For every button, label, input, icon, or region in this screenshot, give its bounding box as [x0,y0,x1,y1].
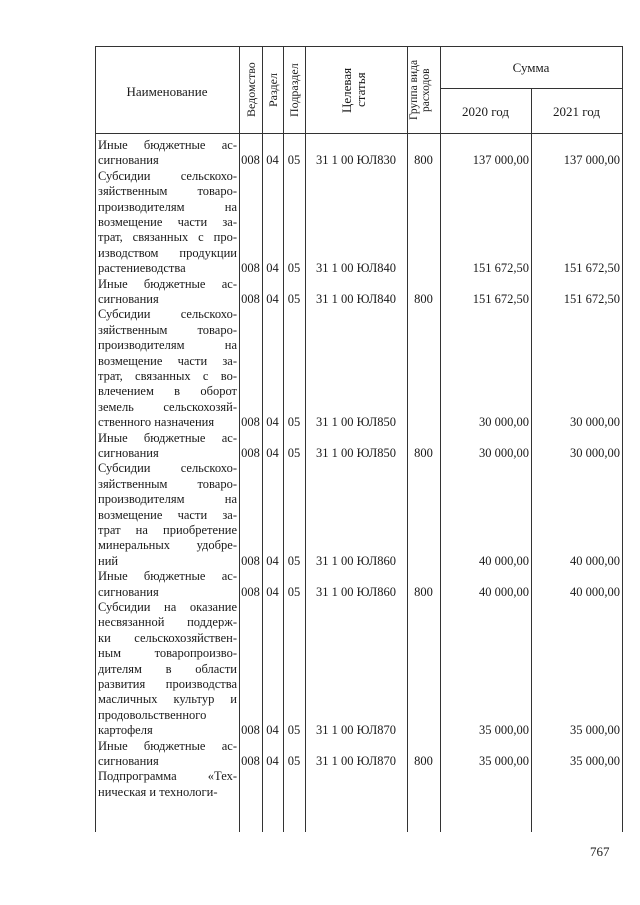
header-summa: Сумма [512,60,550,75]
row-name-line: несвязанной поддерж- [98,615,237,630]
cell-ved: 008 [241,446,260,460]
cell-cel: 31 1 00 ЮЛ870 [315,754,397,768]
header-2021: 2021 год [553,104,600,119]
row-name-line: Субсидии сельскохо- [98,461,237,476]
col-border [622,46,623,832]
cell-grp: 800 [414,754,433,768]
cell-s2020: 35 000,00 [479,723,529,738]
row-name-line: сигнования [98,754,159,768]
row-name [98,431,237,462]
cell-ved: 008 [241,584,260,599]
cell-s2021: 151 672,50 [563,261,620,276]
row-name-line: минеральных удобре- [98,538,237,553]
cell-s2021: 30 000,00 [570,415,620,430]
cell-ved: 008 [241,754,260,768]
cell-cel: 31 1 00 ЮЛ840 [315,261,397,276]
row-name-line: изводством продукции [98,245,237,260]
cell-s2020: 151 672,50 [472,261,529,276]
row-name-line: Подпрограмма «Тех- [98,769,237,784]
header-razdel: Раздел [266,73,280,107]
cell-pod: 05 [287,415,301,430]
header-vedomstvo: Ведомство [244,62,258,118]
cell-cel: 31 1 00 ЮЛ840 [315,292,397,306]
cell-raz: 04 [266,261,279,276]
cell-cel: 31 1 00 ЮЛ850 [315,446,397,460]
row-name-line: сигнования [98,292,159,306]
row-name-line: Иные бюджетные ас- [98,138,237,152]
budget-table [95,46,622,832]
cell-ved: 008 [241,261,260,276]
row-name-line: производителям на [98,338,237,353]
cell-s2021: 137 000,00 [563,153,620,168]
cell-pod: 05 [287,754,301,768]
row-name-line: сигнования [98,584,159,599]
cell-cel: 31 1 00 ЮЛ850 [315,415,397,430]
row-name-line: продовольственного [98,707,207,722]
row-name-line: производителям на [98,199,237,214]
cell-s2021: 40 000,00 [570,553,620,568]
cell-s2021: 40 000,00 [570,584,620,599]
row-name [98,769,237,800]
cell-s2020: 137 000,00 [472,153,529,168]
cell-s2020: 30 000,00 [479,446,529,460]
row-name-line: производителям на [98,492,237,507]
row-name [98,169,237,277]
cell-s2021: 30 000,00 [570,446,620,460]
cell-pod: 05 [287,723,301,738]
cell-pod: 05 [287,292,301,306]
cell-pod: 05 [287,153,301,168]
cell-s2021: 35 000,00 [570,754,620,768]
row-name [98,461,237,569]
cell-s2021: 151 672,50 [563,292,620,306]
cell-grp: 800 [414,584,433,599]
cell-raz: 04 [266,153,279,168]
cell-pod: 05 [287,261,301,276]
cell-raz: 04 [266,553,279,568]
row-name-line: масличных культур и [98,692,237,707]
row-name-line: зяйственным товаро- [98,476,237,491]
row-name-line: зяйственным товаро- [98,184,237,199]
cell-raz: 04 [266,446,279,460]
cell-grp: 800 [414,153,433,168]
row-name-line: возмещение части за- [98,353,237,368]
header-name: Наименование [126,84,208,99]
cell-s2020: 35 000,00 [479,754,529,768]
row-name [98,277,237,308]
row-name [98,739,237,770]
col-border [95,46,96,832]
cell-raz: 04 [266,723,279,738]
cell-pod: 05 [287,584,301,599]
row-name-line: Иные бюджетные ас- [98,738,237,753]
cell-raz: 04 [266,754,279,768]
row-name-line: трат на приобретение [98,523,237,538]
cell-raz: 04 [266,584,279,599]
row-name-line: Субсидии на оказание [98,600,237,614]
row-name-line: сигнования [98,153,159,168]
cell-ved: 008 [241,292,260,306]
cell-grp: 800 [414,446,433,460]
row-name-line: трат, связанных с во- [98,369,237,384]
row-name-line: Иные бюджетные ас- [98,276,237,291]
cell-cel: 31 1 00 ЮЛ860 [315,584,397,599]
header-gruppa: Группа вида расходов [408,59,432,121]
row-name-line: ным товаропроизво- [98,646,237,661]
row-name [98,307,237,430]
header-bottom-border [95,133,622,134]
row-name-line: сигнования [98,446,159,460]
row-name-line: растениеводства [98,261,186,276]
cell-cel: 31 1 00 ЮЛ870 [315,723,397,738]
cell-s2020: 40 000,00 [479,584,529,599]
cell-raz: 04 [266,292,279,306]
cell-grp: 800 [414,292,433,306]
cell-s2020: 151 672,50 [472,292,529,306]
row-name-line: возмещение части за- [98,215,237,230]
row-name-line: Субсидии сельскохо- [98,307,237,322]
row-name-line: ний [98,553,119,568]
row-name-line: ническая и технологи- [98,784,218,799]
cell-s2021: 35 000,00 [570,723,620,738]
table-top-border [95,46,622,47]
row-name-line: Субсидии сельскохо- [98,168,237,183]
header-podrazdel: Подраздел [287,63,301,117]
cell-s2020: 30 000,00 [479,415,529,430]
cell-ved: 008 [241,415,260,430]
row-name-line: трат, связанных с про- [98,230,237,245]
row-name-line: земель сельскохозяй- [98,399,237,414]
cell-s2020: 40 000,00 [479,553,529,568]
row-name-line: Иные бюджетные ас- [98,569,237,584]
cell-pod: 05 [287,553,301,568]
header-celevaya: Целевая статья [339,67,368,113]
row-name-line: развития производства [98,677,237,692]
row-name [98,600,237,739]
row-name [98,569,237,600]
cell-cel: 31 1 00 ЮЛ860 [315,553,397,568]
page-number: 767 [590,844,610,859]
row-name-line: зяйственным товаро- [98,322,237,337]
cell-ved: 008 [241,553,260,568]
cell-pod: 05 [287,446,301,460]
row-name-line: дителям в области [98,661,237,676]
cell-raz: 04 [266,415,279,430]
row-name-line: ки сельскохозяйствен- [98,630,237,645]
row-name-line: возмещение части за- [98,507,237,522]
cell-ved: 008 [241,153,260,168]
row-name-line: ственного назначения [98,415,215,430]
cell-cel: 31 1 00 ЮЛ830 [315,153,397,168]
header-2020: 2020 год [462,104,509,119]
row-name-line: Иные бюджетные ас- [98,430,237,445]
row-name-line: картофеля [98,723,153,738]
cell-ved: 008 [241,723,260,738]
row-name-line: влечением в оборот [98,384,237,399]
row-name [98,138,237,169]
